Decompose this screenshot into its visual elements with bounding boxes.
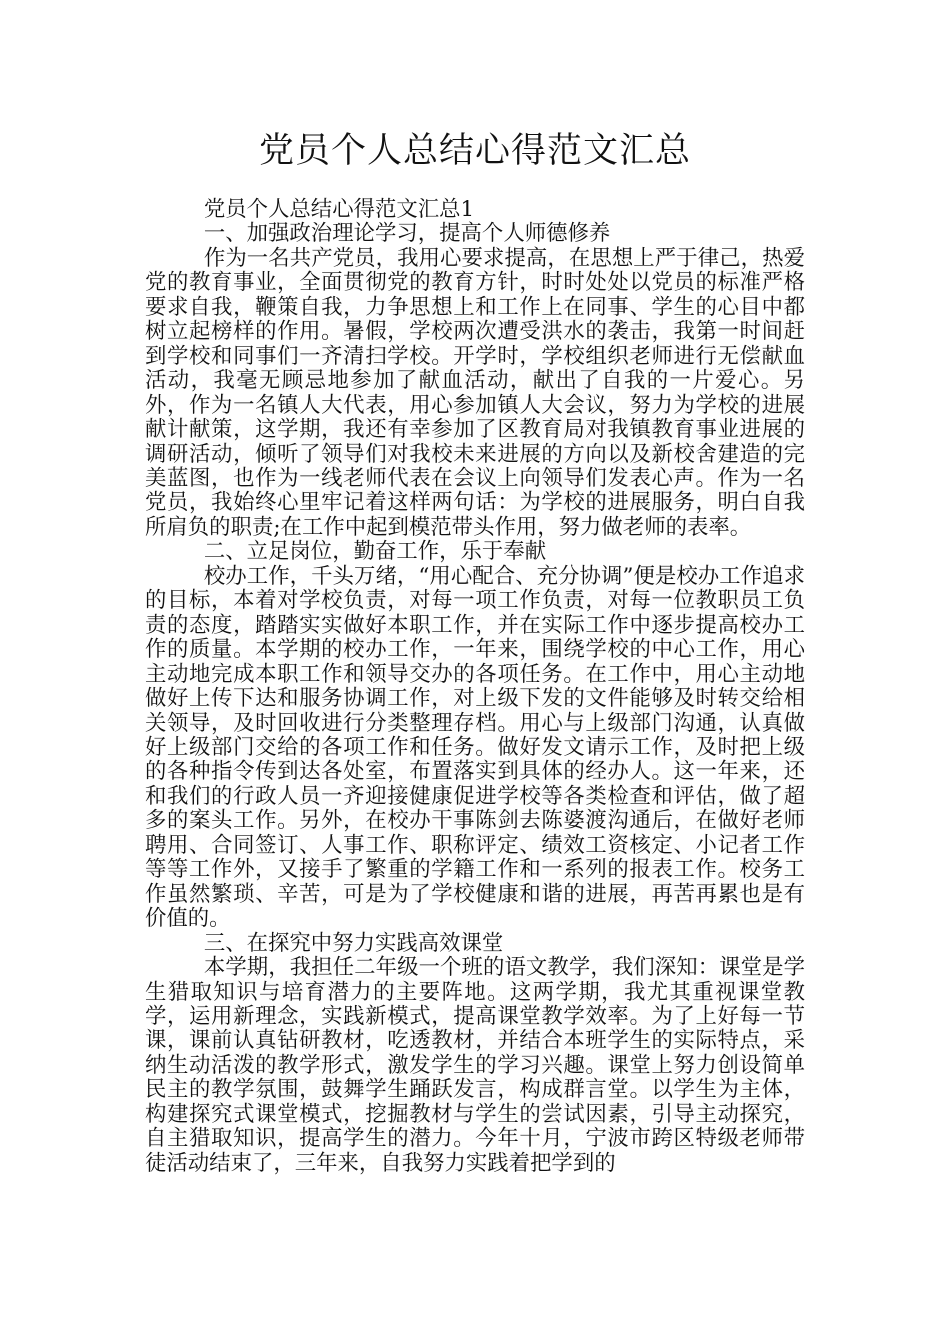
subsection-heading: 一、加强政治理论学习，提高个人师德修养 [203, 221, 611, 247]
subsection-heading: 二、立足岗位，勤奋工作，乐于奉献 [203, 539, 547, 565]
body-paragraph: 本学期，我担任二年级一个班的语文教学，我们深知：课堂是学生猎取知识与培育潜力的主要阵地。这两学期，我尤其重视课堂教学，运用新理念，实践新模式，提高课堂教学效率。为了上好每一节课，课前认真钻研教材，吃透教材，并结合本班学生的实际特点，采纳生动活泼的教学形式，激发学生的学习兴趣。课堂上努力创设简单民主的教学氛围，鼓舞学生踊跃发言，构成群言堂。以学生为主体，构建探究式课堂模式，挖掘教材与学生的尝试因素，引导主动探究，自主猎取知识，提高学生的潜力。今年十月，宁波市跨区特级老师带徒活动结束了，三年来，自我努力实践着把学到的 [145, 955, 805, 1176]
subsection-heading: 三、在探究中努力实践高效课堂 [203, 930, 504, 956]
body-paragraph: 校办工作，千头万绪，“用心配合、充分协调”便是校办工作追求的目标，本着对学校负责，对每一项工作负责，对每一位教职员工负责的态度，踏踏实实做好本职工作，并在实际工作中逐步提高校办工作的质量。本学期的校办工作，一年来，围绕学校的中心工作，用心主动地完成本职工作和领导交办的各项任务。在工作中，用心主动地做好上传下达和服务协调工作，对上级下发的文件能够及时转交给相关领导，及时回收进行分类整理存档。用心与上级部门沟通，认真做好上级部门交给的各项工作和任务。做好发文请示工作，及时把上级的各种指令传到达各处室，布置落实到具体的经办人。这一年来，还和我们的行政人员一齐迎接健康促进学校等各类检查和评估，做了超多的案头工作。另外，在校办干事陈剑去陈婆渡沟通后，在做好老师聘用、合同签订、人事工作、职称评定、绩效工资核定、小记者工作等等工作外，又接手了繁重的学籍工作和一系列的报表工作。校务工作虽然繁琐、辛苦，可是为了学校健康和谐的进展，再苦再累也是有价值的。 [145, 563, 805, 932]
document-title: 党员个人总结心得范文汇总 [258, 131, 691, 171]
document-body [145, 198, 805, 1176]
body-paragraph: 作为一名共产党员，我用心要求提高，在思想上严于律己，热爱党的教育事业，全面贯彻党的教育方针，时时处处以党员的标准严格要求自我，鞭策自我，力争思想上和工作上在同事、学生的心目中都树立起榜样的作用。暑假，学校两次遭受洪水的袭击，我第一时间赶到学校和同事们一齐清扫学校。开学时，学校组织老师进行无偿献血活动，我毫无顾忌地参加了献血活动，献出了自我的一片爱心。另外，作为一名镇人大代表，用心参加镇人大会议，努力为学校的进展献计献策，这学期，我还有幸参加了区教育局对我镇教育事业进展的调研活动，倾听了领导们对我校未来进展的方向以及新校舍建造的完美蓝图，也作为一线老师代表在会议上向领导们发表心声。作为一名党员，我始终心里牢记着这样两句话：为学校的进展服务，明白自我所肩负的职责;在工作中起到模范带头作用，努力做老师的表率。 [145, 245, 805, 540]
section-heading: 党员个人总结心得范文汇总1 [203, 197, 475, 222]
